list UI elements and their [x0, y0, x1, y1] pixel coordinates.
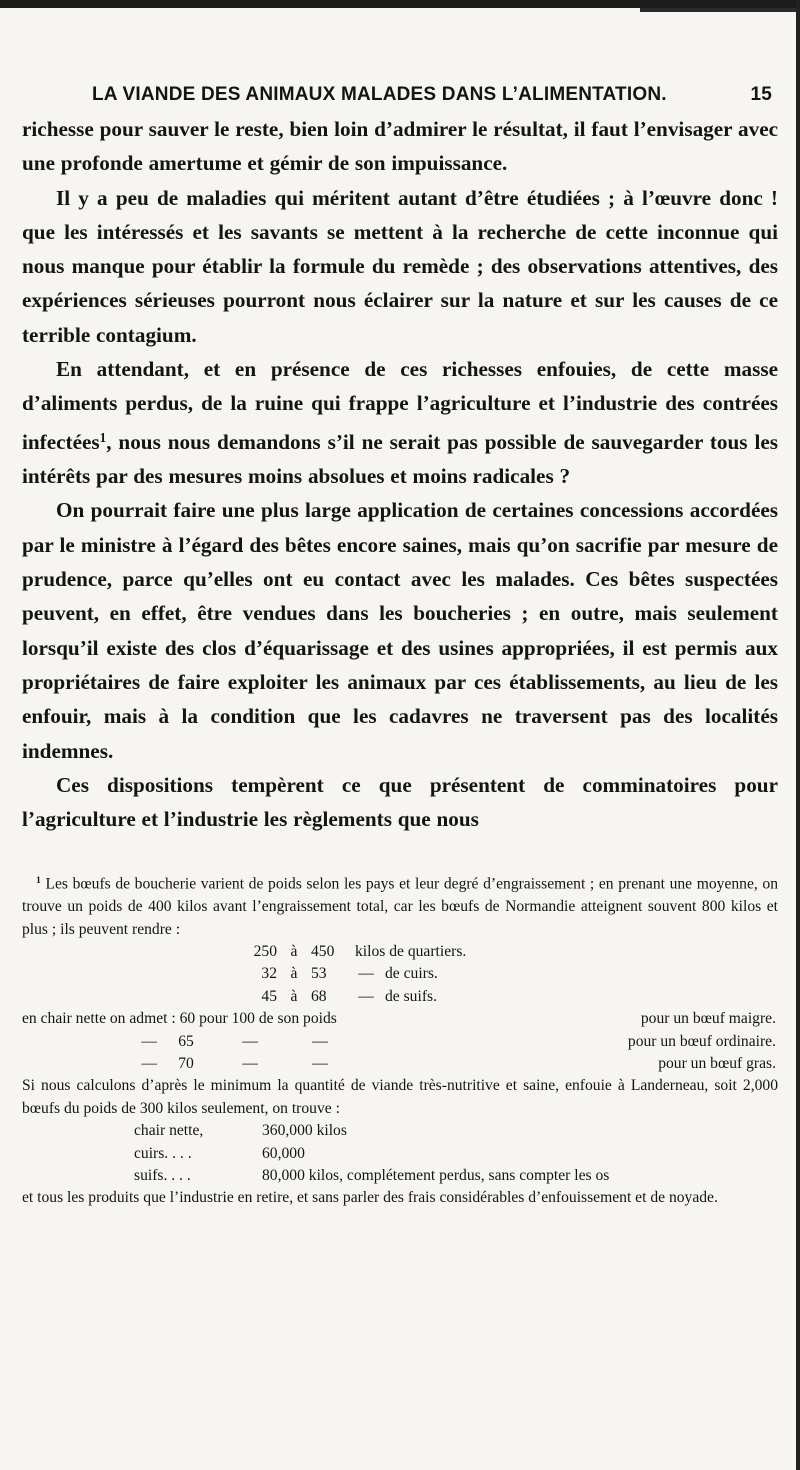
meat-note: pour un bœuf gras.: [658, 1055, 776, 1073]
yield-label: de cuirs.: [385, 965, 438, 983]
yield-dash: —: [358, 965, 374, 983]
page-top-edge-shadow: [640, 8, 800, 12]
meat-note: pour un bœuf ordinaire.: [627, 1032, 776, 1050]
yield-table: [22, 941, 778, 1008]
meat-end: —: [312, 1032, 328, 1050]
yield-row: [22, 941, 778, 963]
total-value: 60,000: [262, 1144, 305, 1162]
total-row: [22, 1143, 778, 1165]
meat-row: [22, 1053, 778, 1075]
meat-lead: —: [141, 1032, 157, 1050]
page-top-edge: [0, 0, 800, 8]
yield-from: 32: [261, 965, 277, 983]
meat-value: 70: [178, 1055, 194, 1073]
yield-dash: —: [358, 987, 374, 1005]
page-right-edge: [796, 0, 800, 1470]
yield-label: kilos de quartiers.: [355, 942, 467, 960]
meat-lead: —: [141, 1055, 157, 1073]
document-page: [22, 78, 778, 1210]
yield-to: 68: [311, 987, 327, 1005]
paragraph: On pourrait faire une plus large application de certaines concessions accordées par le ministre à l’égard des bêtes encore saines, mais qu’on sacrifie par mesure de prudence, parce qu’elles ont eu contact avec les malades. Ces bêtes suspectées peuvent, en effet, être vendues dans les boucheries ; en outre, mais seulement lorsqu’il existe des clos d’équarissage et des usines appropriées, il est permis aux propriétaires de faire exploiter les animaux par ces établissements, au lieu de les enfouir, mais à la condition que les cadavres ne traversent pas des localités indemnes.: [22, 498, 778, 763]
total-label: chair nette,: [134, 1122, 204, 1140]
yield-label: de suifs.: [385, 987, 437, 1005]
yield-from: 250: [253, 942, 277, 960]
meat-row: [22, 1031, 778, 1053]
footnote-mark: 1: [36, 875, 41, 887]
footnote-text: Les bœufs de boucherie varient de poids selon les pays et leur degré d’engraissement ; en prenant une moyenne, on trouve un poids de 400 kilos avant l’engraissement total, car les bœufs de Normandie atteignent souvent 800 kilos et plus ; ils peuvent rendre :: [22, 875, 778, 938]
main-text: [22, 112, 778, 836]
total-label: cuirs. . . .: [134, 1144, 192, 1162]
footnote: [22, 870, 778, 1209]
yield-sep: à: [290, 942, 298, 960]
yield-to: 53: [311, 965, 327, 983]
yield-sep: à: [290, 965, 298, 983]
footnote-intro: [22, 870, 778, 941]
meat-value: 65: [178, 1032, 194, 1050]
footnote-calc: Si nous calculons d’après le minimum la quantité de viande très-nutritive et saine, enfouie à Landerneau, soit 2,000 bœufs du poids de 300 kilos seulement, on trouve :: [22, 1077, 778, 1117]
paragraph: [22, 352, 778, 493]
paragraph: Ces dispositions tempèrent ce que présentent de comminatoires pour l’agriculture et l’industrie les règlements que nous: [22, 772, 778, 832]
meat-line-text: en chair nette on admet : 60 pour 100 de son poids: [22, 1010, 337, 1028]
total-row: [22, 1165, 778, 1187]
running-title: LA VIANDE DES ANIMAUX MALADES DANS L’ALIMENTATION.: [92, 84, 667, 105]
total-value: 360,000 kilos: [262, 1122, 347, 1140]
total-row: [22, 1120, 778, 1142]
yield-row: [22, 986, 778, 1008]
paragraph: richesse pour sauver le reste, bien loin d’admirer le résultat, il faut l’envisager avec une profonde amertume et gémir de son impuissance.: [22, 117, 778, 176]
total-value: 80,000 kilos, complétement perdus, sans compter les os: [262, 1167, 610, 1185]
paragraph-text: En attendant, et en présence de ces richesses enfouies, de cette masse d’aliments perdus, de la ruine qui frappe l’agriculture et l’industrie des contrées infectées: [22, 357, 778, 454]
total-label: suifs. . . .: [134, 1167, 191, 1185]
meat-mid: —: [242, 1032, 258, 1050]
paragraph: Il y a peu de maladies qui méritent autant d’être étudiées ; à l’œuvre donc ! que les intéressés et les savants se mettent à la recherche de cette inconnue qui nous manque pour établir la formule du remède ; des observations attentives, des expériences sérieuses pourront nous éclairer sur la nature et sur les causes de ce terrible contagium.: [22, 185, 778, 347]
meat-line: [22, 1008, 778, 1030]
yield-from: 45: [261, 987, 277, 1005]
totals-list: [22, 1120, 778, 1187]
yield-row: [22, 963, 778, 985]
meat-mid: —: [242, 1055, 258, 1073]
page-number: 15: [750, 84, 772, 105]
footnote-closing: et tous les produits que l’industrie en retire, et sans parler des frais considérables d’enfouissement et de noyade.: [22, 1189, 718, 1207]
yield-to: 450: [311, 942, 335, 960]
running-header: [22, 78, 778, 112]
meat-end: —: [312, 1055, 328, 1073]
yield-sep: à: [290, 987, 298, 1005]
footnote-reference: 1: [99, 429, 107, 445]
paragraph-text: , nous nous demandons s’il ne serait pas possible de sauvegarder tous les intérêts par des mesures moins absolues et moins radicales ?: [22, 429, 778, 489]
meat-line-note: pour un bœuf maigre.: [640, 1010, 776, 1028]
